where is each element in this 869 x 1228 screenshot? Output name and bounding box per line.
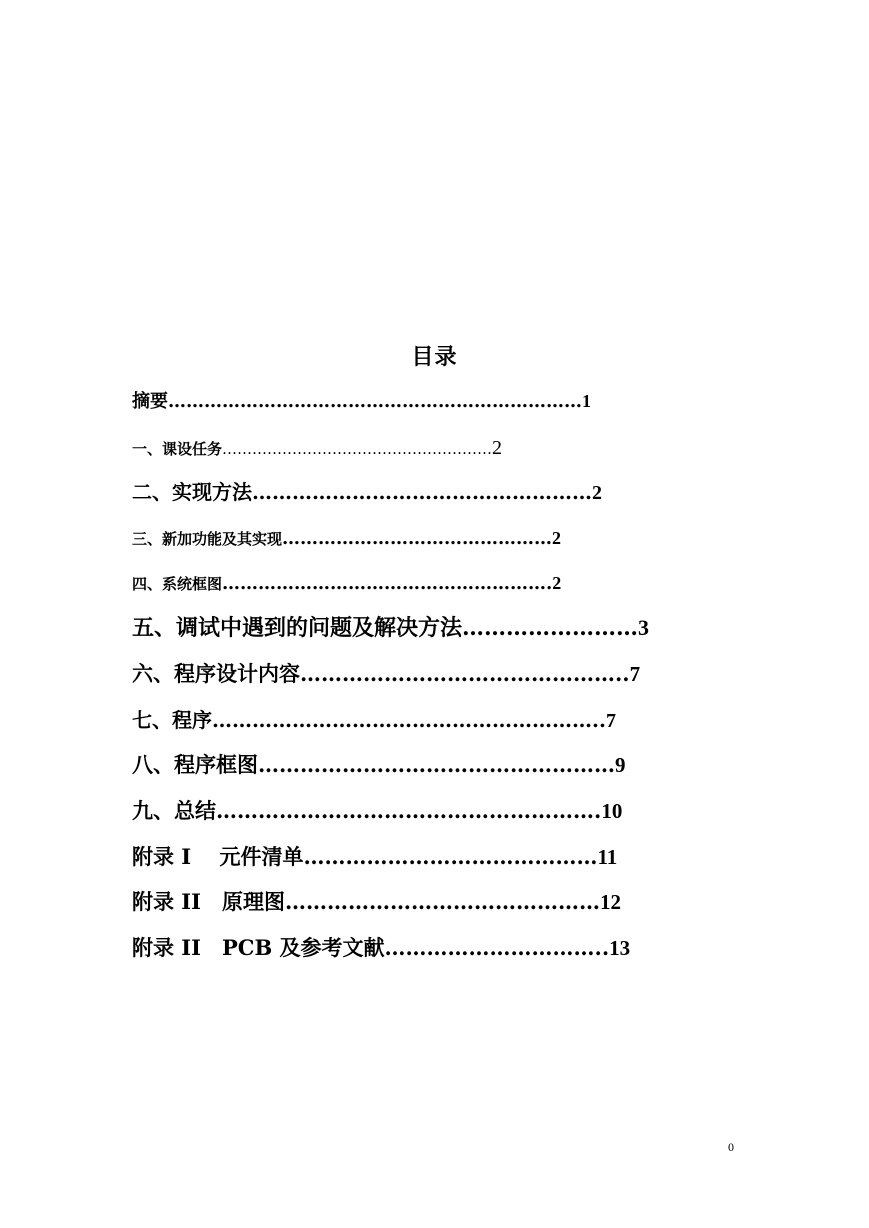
toc-entry-abstract[interactable] [132,392,591,411]
toc-page-number: 3 [638,615,650,640]
toc-page-number: 12 [599,890,621,914]
toc-page-number: 13 [609,936,631,960]
footer-page-number: 0 [728,1140,734,1154]
toc-entry-8[interactable] [132,754,626,776]
toc-leader-dots: …………………………………………… [258,752,615,777]
toc-entry-6[interactable] [132,663,640,685]
toc-entry-label: 一、课设任务 [132,440,223,458]
toc-leader-dots: …………………………………………… [252,480,592,504]
toc-entry-label: 附录 II 原理图 [132,889,285,914]
toc-entry-appendix-1[interactable] [132,846,617,868]
toc-entry-label: 附录 I 元件清单 [132,844,304,869]
toc-entry-label: 二、实现方法 [132,480,252,504]
toc-entry-label: 七、程序 [132,708,212,732]
toc-entry-9[interactable] [132,800,622,822]
toc-page-number: 7 [629,662,641,686]
toc-entry-label: 摘要 [132,391,168,412]
toc-entry-label: 附录 II PCB 及参考文献 [132,935,385,960]
toc-entry-4[interactable] [132,574,561,593]
toc-entry-label: 八、程序框图 [132,752,258,777]
toc-entry-1[interactable] [132,438,502,458]
toc-leader-dots: ………………………….. [384,935,610,960]
toc-leader-dots: …………………………………… [303,844,598,869]
toc-leader-dots: ……………………………………… [284,889,600,914]
toc-page-number: 10 [601,799,623,823]
toc-entry-7[interactable] [132,710,616,731]
toc-page-number: 7 [605,710,616,732]
toc-leader-dots: ……………………………………….. [300,661,630,686]
toc-leader-dots: ………………………………………………. [216,798,602,823]
toc-entry-label: 三、新加功能及其实现 [132,530,283,548]
toc-leader-dots: …………………… [462,615,639,641]
toc-entry-label: 六、程序设计内容 [132,661,300,686]
toc-entry-5[interactable] [132,617,649,639]
toc-entry-2[interactable] [132,482,602,503]
toc-leader-dots: ………………………………………………….. [212,708,606,732]
toc-entry-appendix-2[interactable] [132,891,621,913]
toc-leader-dots: ………………………………………………. [222,573,553,594]
toc-page-number: 1 [582,391,591,411]
toc-page-number: 11 [597,845,618,869]
toc-leader-dots: ……………………………………………… [222,440,493,458]
toc-page-number: 2 [552,528,562,548]
toc-page-number: 2 [552,573,562,593]
toc-entry-label: 五、调试中遇到的问题及解决方法 [132,615,463,641]
toc-leader-dots: ……………………………………… [282,528,553,549]
toc-entry-3[interactable] [132,529,561,548]
toc-page-number: 2 [592,482,602,504]
toc-leader-dots: …………………………………………………………… [168,391,582,412]
toc-page-number: 2 [492,437,503,459]
toc-title: 目录 [411,344,458,370]
toc-entry-label: 四、系统框图 [132,575,223,593]
toc-page-number: 9 [615,753,626,777]
toc-entry-appendix-3[interactable] [132,937,630,959]
toc-entry-label: 九、总结 [132,798,216,823]
